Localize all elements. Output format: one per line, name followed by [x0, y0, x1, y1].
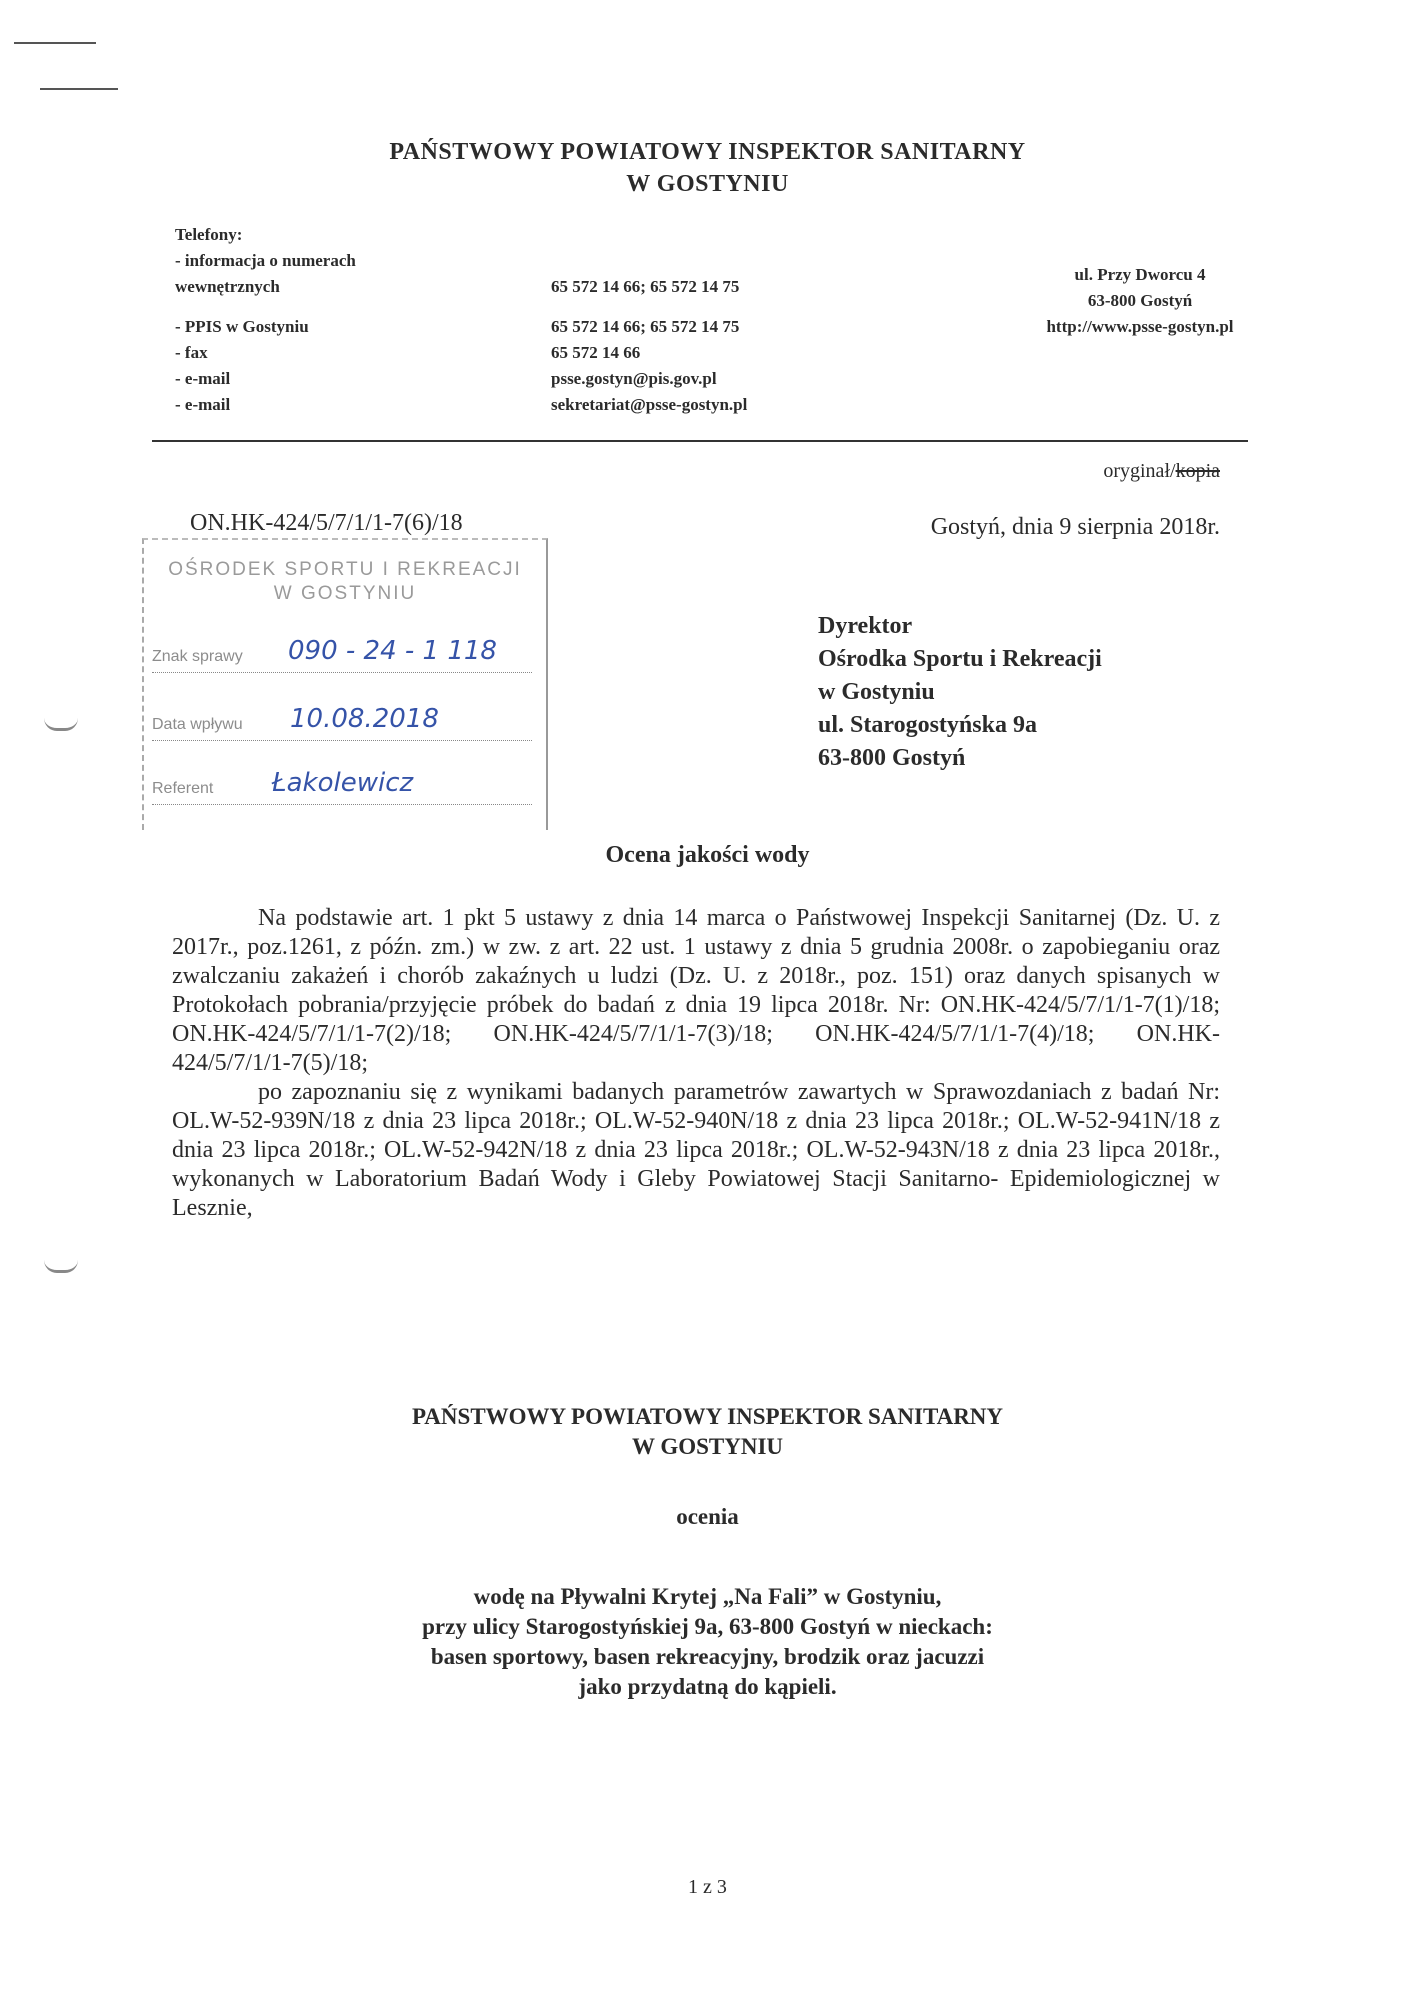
address-city: 63-800 Gostyń — [1087, 291, 1193, 310]
office-address — [985, 262, 1295, 340]
stamp-header — [144, 558, 546, 606]
recipient-organization: Ośrodka Sportu i Rekreacji — [818, 646, 1102, 672]
contact-label: - e-mail — [175, 395, 231, 414]
contact-value: 65 572 14 66; 65 572 14 75 — [551, 277, 740, 296]
punch-hole-mark — [44, 718, 78, 731]
decision-authority-name: PAŃSTWOWY POWIATOWY INSPEKTOR SANITARNY — [411, 1404, 1004, 1429]
reference-number: ON.HK-424/5/7/1/1-7(6)/18 — [190, 510, 463, 536]
contact-label: - fax — [175, 343, 208, 362]
decision-line: wodę na Pływalni Krytej „Na Fali” w Gostyniu, — [473, 1584, 942, 1609]
copy-mark-struck: kopia — [1175, 460, 1220, 482]
address-website: http://www.psse-gostyn.pl — [1046, 317, 1234, 336]
stamp-city: W GOSTYNIU — [273, 583, 417, 604]
copy-mark-original: oryginał/ — [1103, 460, 1176, 482]
stamp-case-label: Znak sprawy — [152, 648, 243, 665]
address-street: ul. Przy Dworcu 4 — [1074, 265, 1206, 284]
body-paragraph: po zapoznaniu się z wynikami badanych parametrów zawartych w Sprawozdaniach z badań Nr: OL.W-52-939N/18 z dnia 23 lipca 2018r.; OL.W-52-940N/18 z dnia 23 lipca 2018r.; OL.W-52-941N/18 z dnia 23 lipca 2018r.; OL.W-52-942N/18 z dnia 23 lipca 2018r.; OL.W-52-943N/18 z dnia 23 lipca 2018r., wykonanych w Laboratorium Badań Wody i Gleby Powiatowej Stacji Sanitarno- Epidemiologicznej w Lesznie, — [172, 1079, 1220, 1221]
stamp-case-value: 090 - 24 - 1 118 — [288, 636, 497, 666]
stamp-received-row — [152, 704, 532, 741]
recipient-title: Dyrektor — [818, 613, 913, 639]
copy-mark — [1103, 460, 1220, 483]
stamp-case-row — [152, 636, 532, 673]
recipient-street: ul. Starogostyńska 9a — [818, 712, 1037, 738]
recipient-block — [818, 610, 1102, 775]
institution-header — [0, 136, 1415, 200]
body-text — [172, 904, 1220, 1223]
institution-city: W GOSTYNIU — [626, 171, 789, 197]
contacts-heading: Telefony: — [175, 225, 243, 244]
stamp-officer-value: Łakolewicz — [272, 768, 414, 798]
recipient-postcode: 63-800 Gostyń — [818, 745, 966, 771]
contact-value: 65 572 14 66; 65 572 14 75 — [551, 317, 740, 336]
stamp-received-label: Data wpływu — [152, 716, 243, 733]
contact-value: 65 572 14 66 — [551, 343, 641, 362]
contact-label: - e-mail — [175, 369, 231, 388]
contact-label: - informacja o numerach — [175, 251, 356, 270]
decision-line: jako przydatną do kąpieli. — [578, 1674, 837, 1699]
contact-label: wewnętrznych — [175, 277, 280, 296]
contact-email: sekretariat@psse-gostyn.pl — [551, 395, 748, 414]
stamp-received-value: 10.08.2018 — [290, 704, 439, 734]
page-number: 1 z 3 — [688, 1876, 727, 1898]
stamp-officer-row — [152, 768, 532, 805]
decision-statement — [0, 1582, 1415, 1702]
stamp-officer-label: Referent — [152, 780, 214, 797]
section-title: Ocena jakości wody — [605, 842, 810, 868]
decision-authority — [0, 1402, 1415, 1462]
punch-hole-mark — [44, 1260, 78, 1273]
decision-line: przy ulicy Starogostyńskiej 9a, 63-800 Gostyń w nieckach: — [422, 1614, 993, 1639]
decision-authority-city: W GOSTYNIU — [631, 1434, 784, 1459]
decision-verb: ocenia — [676, 1504, 739, 1529]
header-divider — [152, 440, 1248, 442]
stamp-institution: OŚRODEK SPORTU I REKREACJI — [168, 559, 522, 580]
body-paragraph: Na podstawie art. 1 pkt 5 ustawy z dnia 14 marca o Państwowej Inspekcji Sanitarnej (Dz. U. z 2017r., poz.1261, z późn. zm.) w zw. z art. 22 ust. 1 ustawy z dnia 5 grudnia 2008r. o zapobieganiu oraz zwalczaniu zakażeń i chorób zakaźnych u ludzi (Dz. U. z 2018r., poz. 151) oraz danych spisanych w Protokołach pobrania/przyjęcie próbek do badań z dnia 19 lipca 2018r. Nr: ON.HK-424/5/7/1/1-7(1)/18; ON.HK-424/5/7/1/1-7(2)/18; ON.HK-424/5/7/1/1-7(3)/18; ON.HK-424/5/7/1/1-7(4)/18; ON.HK-424/5/7/1/1-7(5)/18; — [172, 905, 1220, 1076]
contact-label: - PPIS w Gostyniu — [175, 317, 309, 336]
document-date: Gostyń, dnia 9 sierpnia 2018r. — [930, 514, 1220, 540]
received-stamp — [142, 538, 548, 830]
recipient-city: w Gostyniu — [818, 679, 935, 705]
decision-line: basen sportowy, basen rekreacyjny, brodzik oraz jacuzzi — [430, 1644, 985, 1669]
scan-mark — [40, 88, 118, 90]
institution-name: PAŃSTWOWY POWIATOWY INSPEKTOR SANITARNY — [389, 139, 1026, 165]
contact-email: psse.gostyn@pis.gov.pl — [551, 369, 717, 388]
scan-mark — [14, 42, 96, 44]
